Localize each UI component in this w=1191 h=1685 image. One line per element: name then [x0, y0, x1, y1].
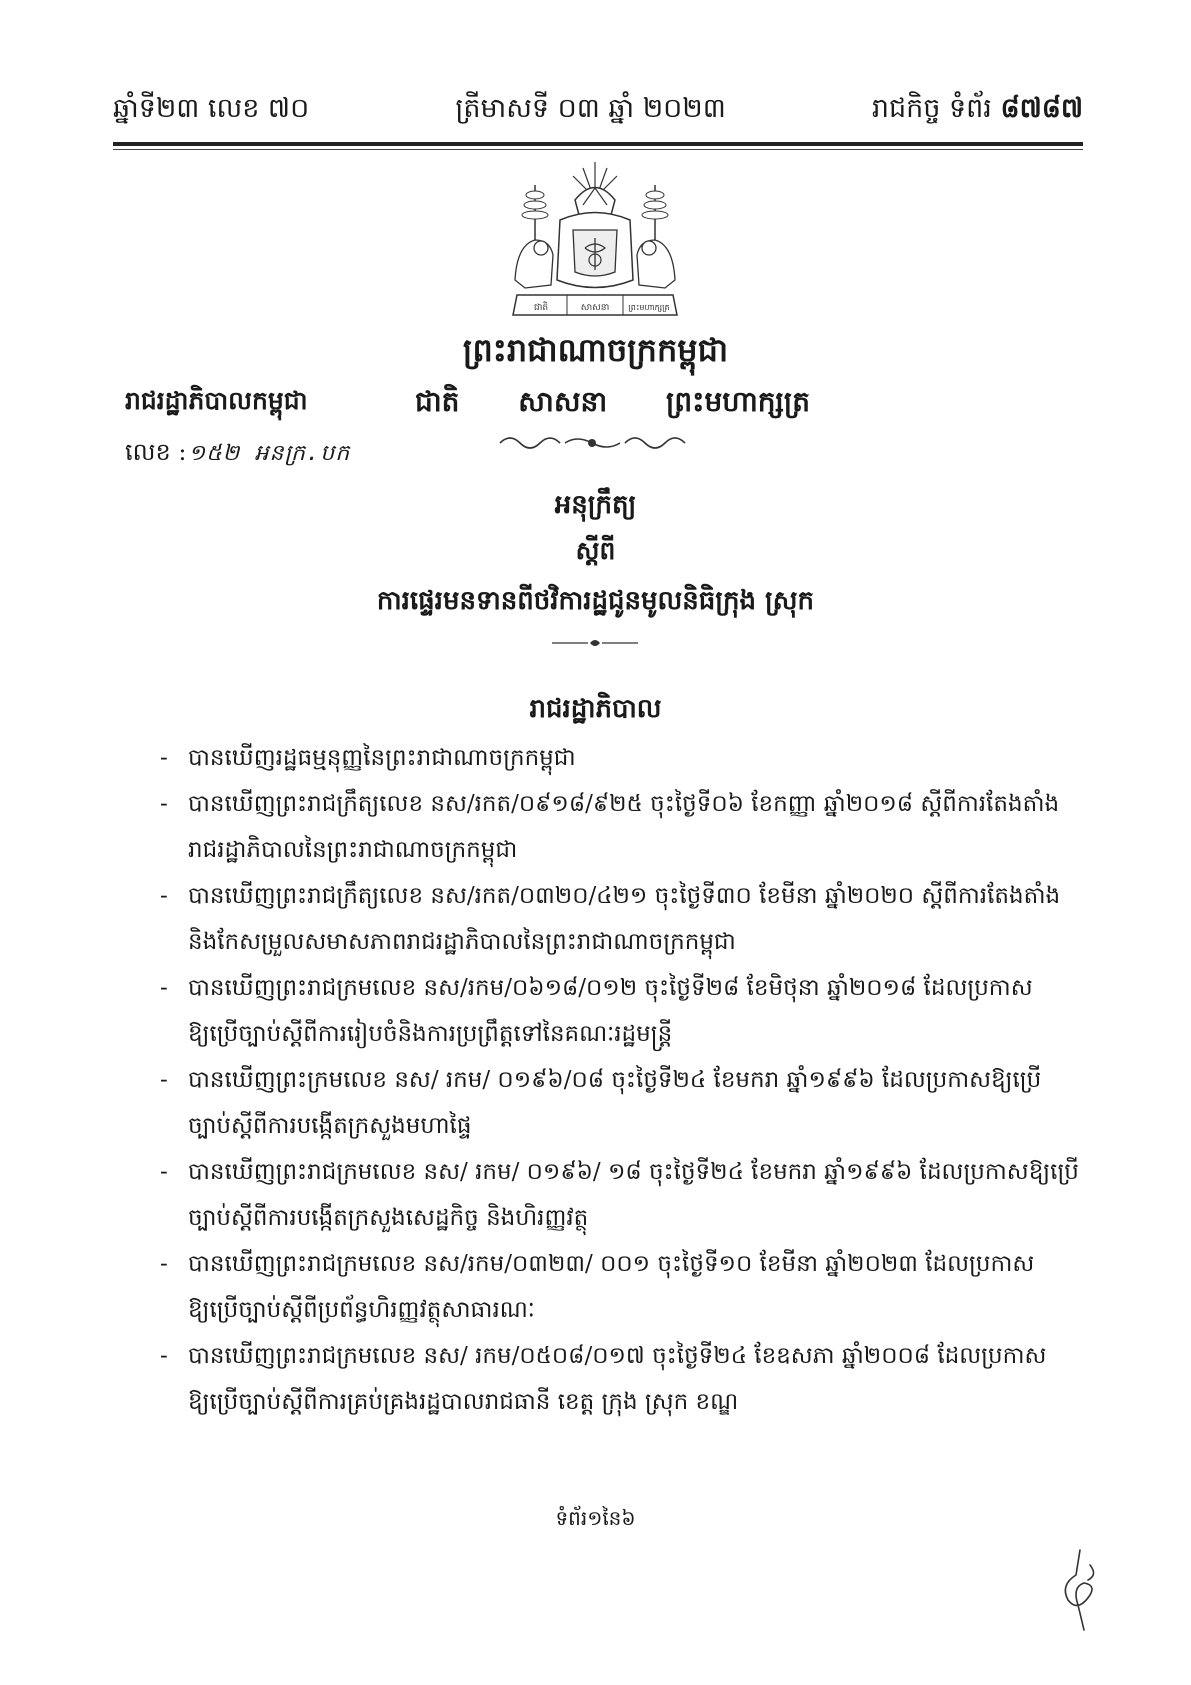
motto-religion: សាសនា: [518, 385, 608, 418]
emblem-scroll-left: ជាតិ: [533, 303, 549, 313]
signature-initial-icon: [1050, 1545, 1110, 1635]
clause-line2: ច្បាប់ស្តីពីការបង្កើតក្រសួងមហាផ្ទៃ: [188, 1113, 472, 1139]
clause-line1: បានឃើញព្រះរាជក្រមលេខ នស/ រកម/០៥០៨/០១៧ ចុះថ្ងៃទី២៤ ខែឧសភា ឆ្នាំ២០០៨ ដែលប្រកាស: [188, 1343, 1047, 1369]
clause-item: [160, 873, 1061, 965]
royal-emblem-icon: [505, 160, 685, 320]
clause-line1: បានឃើញព្រះរាជក្រមលេខ នស/ រកម/ ០១៩៦/ ១៨ ចុះថ្ងៃទី២៤ ខែមករា ឆ្នាំ១៩៩៦ ដែលប្រកាសឱ្យប្រើ: [188, 1159, 1079, 1185]
motto-nation: ជាតិ: [415, 385, 460, 418]
header-quarter: ត្រីមាសទី ០៣ ឆ្នាំ ២០២៣: [455, 92, 726, 124]
clause-dash: -: [160, 1159, 168, 1185]
clause-line2: ឱ្យប្រើច្បាប់ស្តីពីការរៀបចំនិងការប្រព្រឹត្តទៅនៃគណៈរដ្ឋមន្ត្រី: [188, 1021, 673, 1047]
government-heading: រាជរដ្ឋាភិបាល: [529, 694, 662, 724]
clause-dash: -: [160, 745, 168, 771]
motto-king: ព្រះមហាក្សត្រ: [666, 385, 810, 418]
clause-line2: ឱ្យប្រើច្បាប់ស្តីពីការគ្រប់គ្រងរដ្ឋបាលរាជធានី ខេត្ត ក្រុង ស្រុក ខណ្ឌ: [188, 1389, 739, 1415]
clause-item: [160, 965, 1040, 1057]
clause-item: [160, 1149, 1079, 1241]
document-number: [125, 437, 350, 472]
clause-item: [160, 1241, 1040, 1333]
clause-line2: រាជរដ្ឋាភិបាលនៃព្រះរាជាណាចក្រកម្ពុជា: [188, 837, 518, 863]
clause-line1: បានឃើញព្រះរាជក្រមលេខ នស/រកម/០៦១៨/០១២ ចុះថ្ងៃទី២៨ ខែមិថុនា ឆ្នាំ២០១៨ ដែលប្រកាស: [188, 975, 1033, 1001]
clause-item: [160, 1333, 1047, 1425]
document-number-value: ១៥២ អនក្រ.បក: [188, 441, 351, 466]
clause-list: [160, 735, 1079, 1425]
clause-item: [160, 735, 1040, 781]
clause-dash: -: [160, 1343, 168, 1369]
ministry-name: រាជរដ្ឋាភិបាលកម្ពុជា: [125, 386, 308, 415]
clause-line1: បានឃើញព្រះក្រមលេខ នស/ រកម/ ០១៩៦/០៨ ចុះថ្ងៃទី២៤ ខែមករា ឆ្នាំ១៩៩៦ ដែលប្រកាសឱ្យប្រើ: [188, 1067, 1042, 1093]
national-motto: [415, 384, 810, 425]
clause-line2: និងកែសម្រួលសមាសភាពរាជរដ្ឋាភិបាលនៃព្រះរាជាណាចក្រកម្ពុជា: [188, 929, 736, 955]
clause-item: [160, 1057, 1040, 1149]
clause-line2: ឱ្យប្រើច្បាប់ស្តីពីប្រព័ន្ធហិរញ្ញវត្ថុសាធារណៈ: [188, 1297, 535, 1323]
clause-dash: -: [160, 883, 168, 909]
clause-line1: បានឃើញព្រះរាជក្រមលេខ នស/រកម/០៣២៣/ ០០១ ចុះថ្ងៃទី១០ ខែមីនា ឆ្នាំ២០២៣ ដែលប្រកាស: [188, 1251, 1035, 1277]
emblem-scroll-right: ព្រះមហាក្សត្រ: [628, 303, 670, 312]
header-page-number: ៨៧៨៧: [1000, 92, 1083, 124]
emblem-scroll-center: សាសនា: [580, 303, 610, 313]
clause-line1: បានឃើញព្រះរាជក្រឹត្យលេខ នស/រកត/០៩១៨/៩២៥ ចុះថ្ងៃទី០៦ ខែកញ្ញា ឆ្នាំ២០១៨ ស្តីពីការតែងតាំង: [188, 791, 1060, 817]
header-rule-thin: [113, 149, 1083, 150]
kingdom-title: ព្រះរាជាណាចក្រកម្ពុជា: [462, 331, 729, 369]
clause-dash: -: [160, 975, 168, 1001]
clause-dash: -: [160, 1067, 168, 1093]
ornament-divider-icon: [495, 430, 690, 456]
clause-dash: -: [160, 1251, 168, 1277]
small-divider-icon: [550, 636, 640, 650]
clause-item: [160, 781, 1060, 873]
clause-dash: -: [160, 791, 168, 817]
document-number-label: លេខ :: [125, 438, 187, 466]
header-page-label: រាជកិច្ច ទំព័រ: [871, 92, 992, 124]
decree-title: អនុក្រឹត្យ: [554, 490, 637, 520]
page-footer: ទំព័រ១នៃ៦: [555, 1506, 636, 1530]
clause-line2: ច្បាប់ស្តីពីការបង្កើតក្រសួងសេដ្ឋកិច្ច និងហិរញ្ញវត្ថុ: [188, 1205, 589, 1231]
page-header: [113, 86, 1083, 136]
clause-line1: បានឃើញរដ្ឋធម្មនុញ្ញនៃព្រះរាជាណាចក្រកម្ពុជា: [188, 745, 576, 771]
clause-line1: បានឃើញព្រះរាជក្រឹត្យលេខ នស/រកត/០៣២០/៤២១ ចុះថ្ងៃទី៣០ ខែមីនា ឆ្នាំ២០២០ ស្តីពីការតែងតាំង: [188, 883, 1061, 909]
header-year-issue: ឆ្នាំទី២៣ លេខ ៧០: [113, 92, 310, 124]
header-rule-thick: [113, 142, 1083, 146]
decree-subject: ការផ្ទេរមនទានពីថវិការដ្ឋជូនមូលនិធិក្រុង ស្រុក: [376, 586, 815, 616]
header-page: [872, 92, 1083, 131]
decree-on: ស្តីពី: [575, 536, 616, 565]
